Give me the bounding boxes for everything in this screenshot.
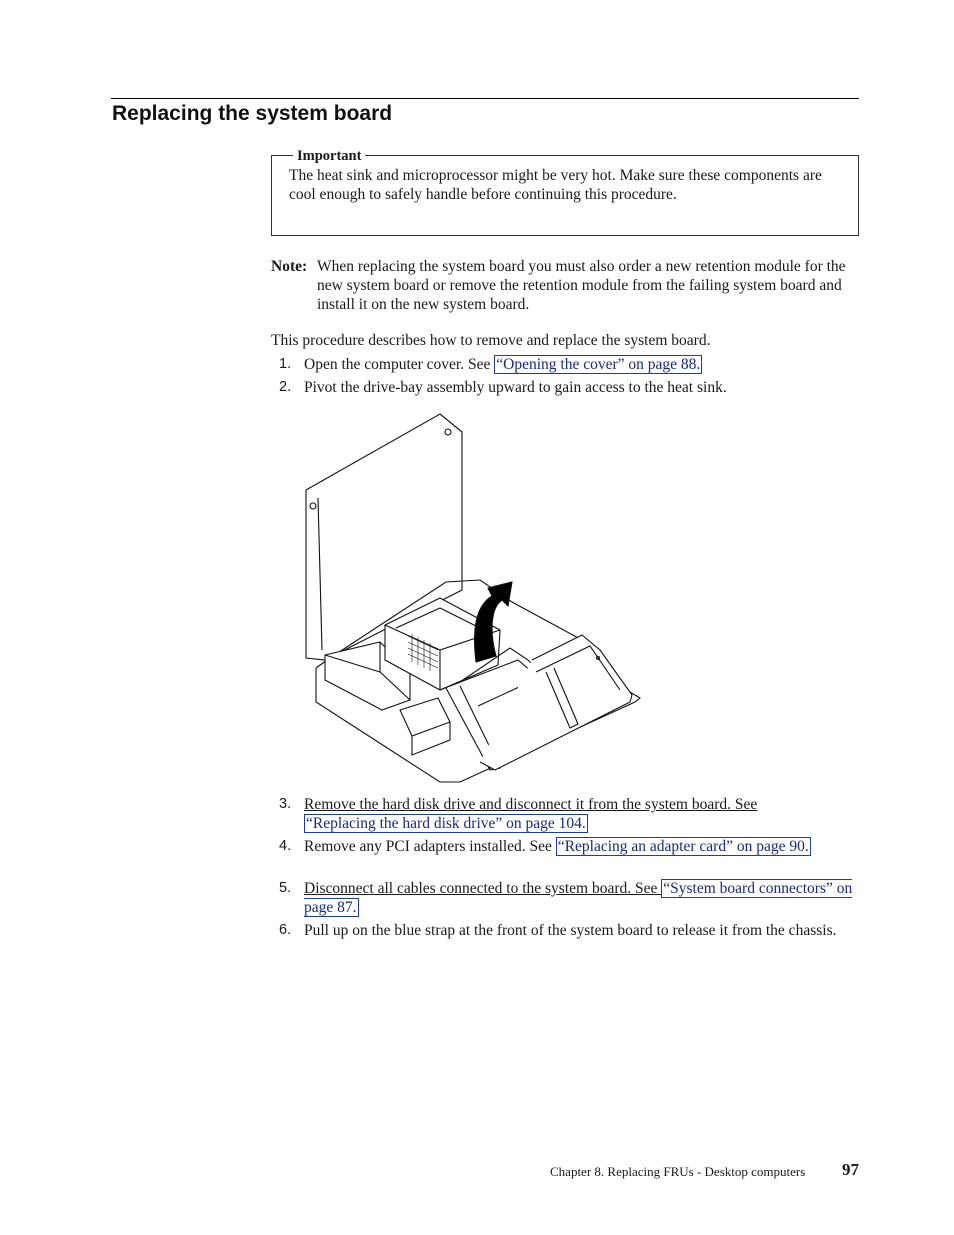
drive-bay-pivot-illustration (300, 410, 645, 788)
note-label: Note: (271, 258, 308, 275)
footer-chapter: Chapter 8. Replacing FRUs - Desktop computers (550, 1164, 806, 1179)
important-text: The heat sink and microprocessor might be very hot. Make sure these components are cool enough to safely handle before continuing this procedure. (289, 167, 822, 203)
note-text: When replacing the system board you must also order a new retention module for the new system board or remove the retention module from the failing system board and install it on the new system board. (317, 258, 846, 313)
step-number: 3. (279, 796, 292, 812)
section-title: Replacing the system board (112, 102, 393, 125)
page-number: 97 (842, 1160, 859, 1179)
link-replacing-hard-disk[interactable]: “Replacing the hard disk drive” on page 104. (306, 815, 586, 832)
link-system-board-connectors[interactable]: “System board connectors” on page 87. (304, 880, 853, 916)
section-rule (111, 98, 859, 99)
step-number: 6. (279, 922, 292, 938)
link-opening-cover[interactable]: “Opening the cover” on page 88. (496, 356, 701, 373)
step-text: Disconnect all cables connected to the system board. See (304, 880, 662, 897)
step-text: Pull up on the blue strap at the front of the system board to release it from the chassis. (304, 922, 837, 939)
step-number: 5. (279, 880, 292, 896)
step-number: 2. (279, 379, 292, 395)
step-text: Pivot the drive-bay assembly upward to gain access to the heat sink. (304, 379, 727, 396)
step-number: 1. (279, 356, 292, 372)
step-text: Remove any PCI adapters installed. See (304, 838, 556, 855)
link-replacing-adapter-card[interactable]: “Replacing an adapter card” on page 90. (557, 838, 809, 855)
step-text: Remove the hard disk drive and disconnect it from the system board. See (304, 796, 758, 813)
step-number: 4. (279, 838, 292, 854)
step-text: Open the computer cover. See (304, 356, 495, 373)
intro-text: This procedure describes how to remove and replace the system board. (271, 332, 711, 349)
important-label: Important (293, 148, 365, 165)
